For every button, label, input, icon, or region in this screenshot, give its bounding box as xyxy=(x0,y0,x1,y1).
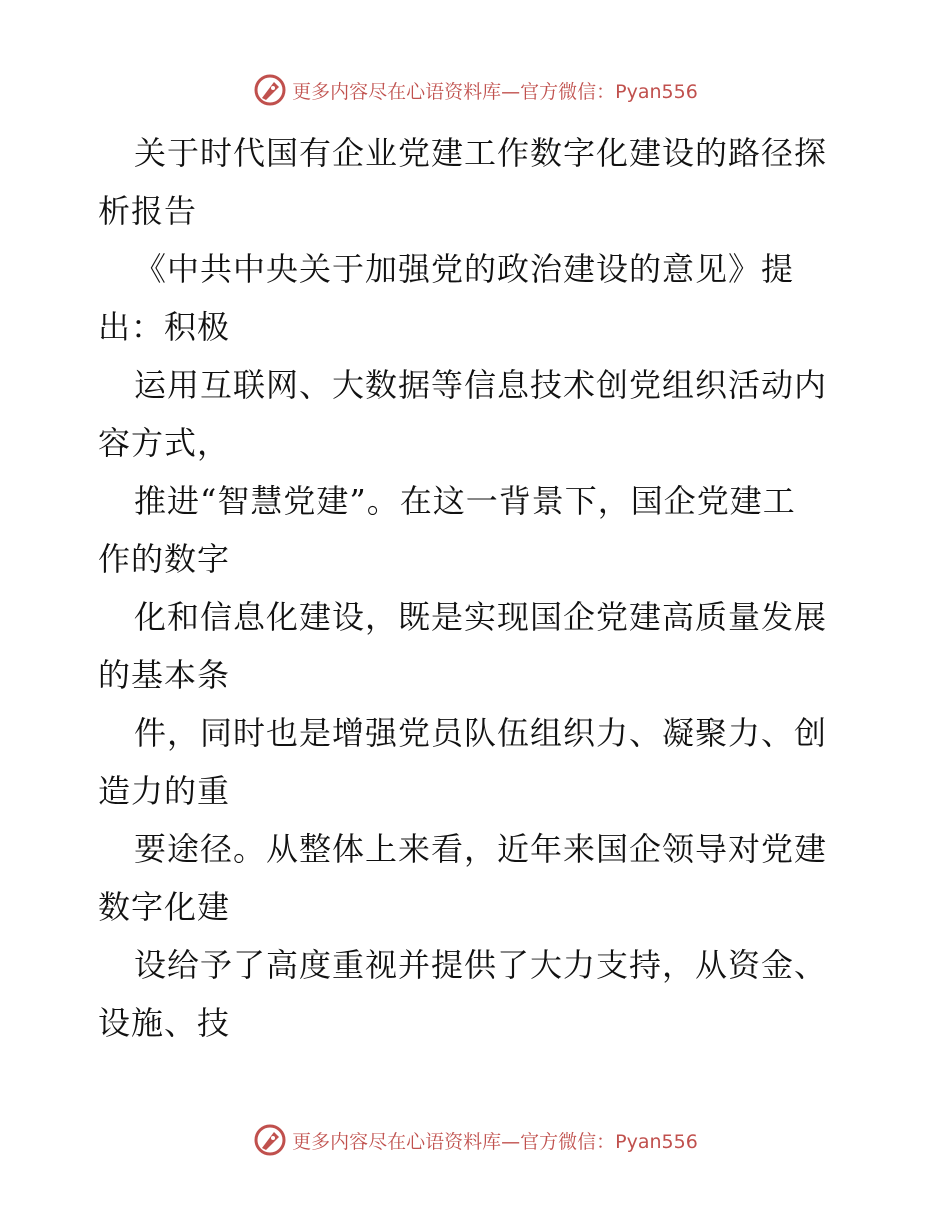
document-body xyxy=(98,124,858,1052)
header-banner xyxy=(0,70,950,110)
document-line: 设施、技 xyxy=(98,1004,231,1042)
document-line: 件，同时也是增强党员队伍组织力、凝聚力、创 xyxy=(134,714,828,752)
document-line: 推进“智慧党建”。在这一背景下，国企党建工 xyxy=(134,482,796,520)
document-line: 化和信息化建设，既是实现国企党建高质量发展 xyxy=(134,598,828,636)
document-line: 《中共中央关于加强党的政治建设的意见》提 xyxy=(134,250,795,288)
footer-banner xyxy=(0,1120,950,1160)
document-line: 出：积极 xyxy=(98,308,231,346)
document-line: 设给予了高度重视并提供了大力支持，从资金、 xyxy=(134,946,828,984)
document-line: 的基本条 xyxy=(98,656,231,694)
document-line: 作的数字 xyxy=(98,540,231,578)
document-line: 关于时代国有企业党建工作数字化建设的路径探 xyxy=(134,134,828,172)
document-line: 要途径。从整体上来看，近年来国企领导对党建 xyxy=(134,830,828,868)
document-line: 析报告 xyxy=(98,192,198,230)
document-line: 运用互联网、大数据等信息技术创党组织活动内 xyxy=(134,366,828,404)
pen-nib-circle-icon xyxy=(252,1122,288,1158)
document-line: 容方式， xyxy=(98,424,231,462)
pen-nib-circle-icon xyxy=(252,72,288,108)
footer-banner-text: 更多内容尽在心语资料库—官方微信：Pyan556 xyxy=(292,1130,698,1153)
document-line: 数字化建 xyxy=(98,888,231,926)
header-banner-text: 更多内容尽在心语资料库—官方微信：Pyan556 xyxy=(292,80,698,103)
document-line: 造力的重 xyxy=(98,772,231,810)
